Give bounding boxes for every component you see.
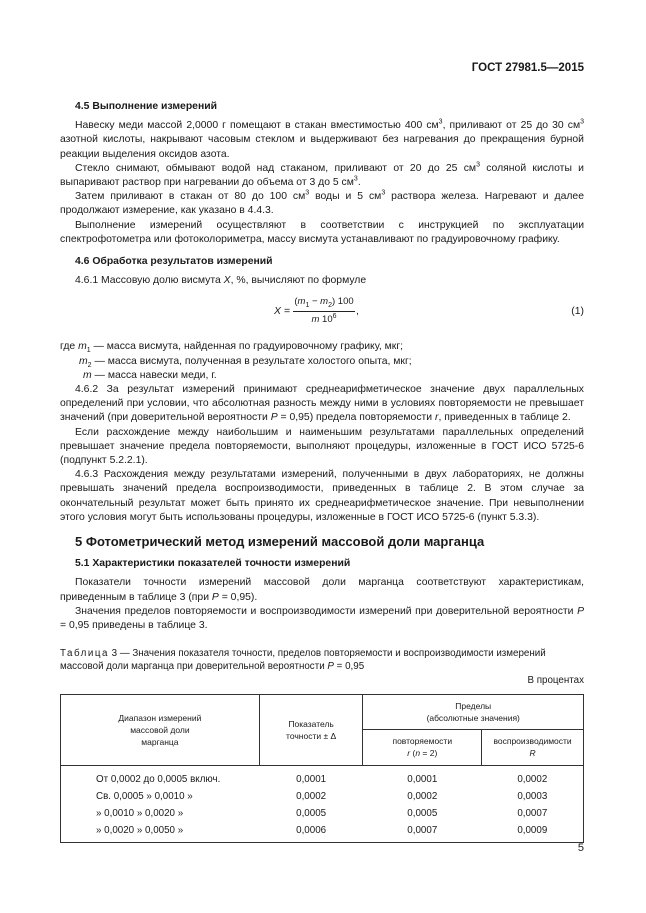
header-limits: Пределы (абсолютные значения) <box>363 694 584 730</box>
formula-1: X = $\frac{(m_1 - m_2) 100}{m 10^6}$ , (1) <box>60 293 584 337</box>
section-4-5-heading: 4.5 Выполнение измерений <box>75 101 217 112</box>
table-row: » 0,0010 » 0,0020 » 0,0005 0,0005 0,0007 <box>61 805 584 822</box>
formula-number: (1) <box>571 306 584 318</box>
formula-lhs: X = <box>274 306 290 318</box>
header-reproducibility: воспроизводимости R <box>482 730 584 766</box>
table-3 <box>60 694 584 843</box>
section-4-6-heading: 4.6 Обработка результатов измерений <box>75 256 273 268</box>
paragraph: Показатели точности измерений массовой доли марганца соответствуют характеристикам, приведенным в таблице 3 (при P = 0,95). <box>60 577 584 603</box>
section-5-heading: 5 Фотометрический метод измерений массовой доли марганца <box>75 534 485 550</box>
legend-item: m — масса навески меди, г. <box>83 369 217 381</box>
paragraph: Навеску меди массой 2,0000 г помещают в стакан вместимостью 400 $см^3$, приливают от 25 до 30 $см^3$ азотной кислоты, накрывают часовым стеклом и выдерживают без нагревания до прекращения бурной реакции выделения оксидов азота. <box>60 118 584 160</box>
page-number: 5 <box>577 842 584 854</box>
paragraph: Выполнение измерений осуществляют в соответствии с инструкцией по эксплуатации спектрофотометра или фотоколориметра, массу висмута устанавливают по градуировочному графику. <box>60 219 584 245</box>
table-row: » 0,0020 » 0,0050 » 0,0006 0,0007 0,0009 <box>61 822 584 843</box>
table-caption: Таблица 3 — Значения показателя точности, пределов повторяемости и воспроизводимости измерений массовой доли марганца при доверительной вероятности P = 0,95 <box>60 648 546 673</box>
table-row: От 0,0002 до 0,0005 включ. 0,0001 0,0001 0,0002 <box>61 765 584 788</box>
legend-item: где $m_1$ — масса висмута, найденная по градуировочному графику, мкг; <box>60 341 404 355</box>
paragraph: Если расхождение между наибольшим и наименьшим результатами параллельных определений превышает значение предела повторяемости, выполняют процедуры, изложенные в ГОСТ ИСО 5725-6 (подпункт 5.2.2.1). <box>60 426 584 467</box>
formula-numerator: $(m_1 - m_2)$ 100 <box>293 295 355 311</box>
paragraph: 4.6.1 Массовую долю висмута X, %, вычисляют по формуле <box>75 275 367 287</box>
section-5-1-heading: 5.1 Характеристики показателей точности измерений <box>75 558 351 570</box>
table-row: Св. 0,0005 » 0,0010 » 0,0002 0,0002 0,0003 <box>61 788 584 805</box>
paragraph: Затем приливают в стакан от 80 до 100 $см^3$ воды и 5 $см^3$ раствора железа. Нагревают и далее продолжают измерение, как указано в 4.4.3. <box>60 189 584 217</box>
paragraph: 4.6.3 Расхождения между результатами измерений, полученными в двух лабораториях, не должны превышать значений предела воспроизводимости, приведенных в таблице 2. В этом случае за окончательный результат может быть принято их среднеарифметическое значение. При невыполнении этого условия могут быть использованы процедуры, изложенные в ГОСТ ИСО 5725-6 (пункт 5.3.3). <box>60 469 584 523</box>
formula-fraction <box>293 295 355 326</box>
paragraph: 4.6.2 За результат измерений принимают среднеарифметическое значение двух параллельных определений при условии, что абсолютная разность между ними в условиях повторяемости не превышает значений (при доверительной вероятности P = 0,95) предела повторяемости r, приведенных в таблице 2. <box>60 384 584 424</box>
header-accuracy: Показатель точности ± Δ <box>259 694 363 765</box>
header-repeatability: повторяемости r (n = 2) <box>363 730 482 766</box>
paragraph: Значения пределов повторяемости и воспроизводимости измерений при доверительной вероятности P = 0,95 приведены в таблице 3. <box>60 605 584 632</box>
document-code: ГОСТ 27981.5—2015 <box>471 62 584 74</box>
header-range: Диапазон измерений массовой доли марганца <box>61 694 260 765</box>
table-header-row <box>61 694 584 730</box>
document-body <box>60 92 584 843</box>
table-unit: В процентах <box>527 675 584 687</box>
paragraph: Стекло снимают, обмывают водой над стаканом, приливают от 20 до 25 $см^3$ соляной кислоты и выпаривают раствор при нагревании до объема от 3 до 5 $см^3$. <box>60 161 584 189</box>
formula-legend <box>60 340 584 383</box>
legend-item: $m_2$ — масса висмута, полученная в результате холостого опыта, мкг; <box>79 355 412 369</box>
formula-denominator: m $10^6$ <box>311 312 337 325</box>
